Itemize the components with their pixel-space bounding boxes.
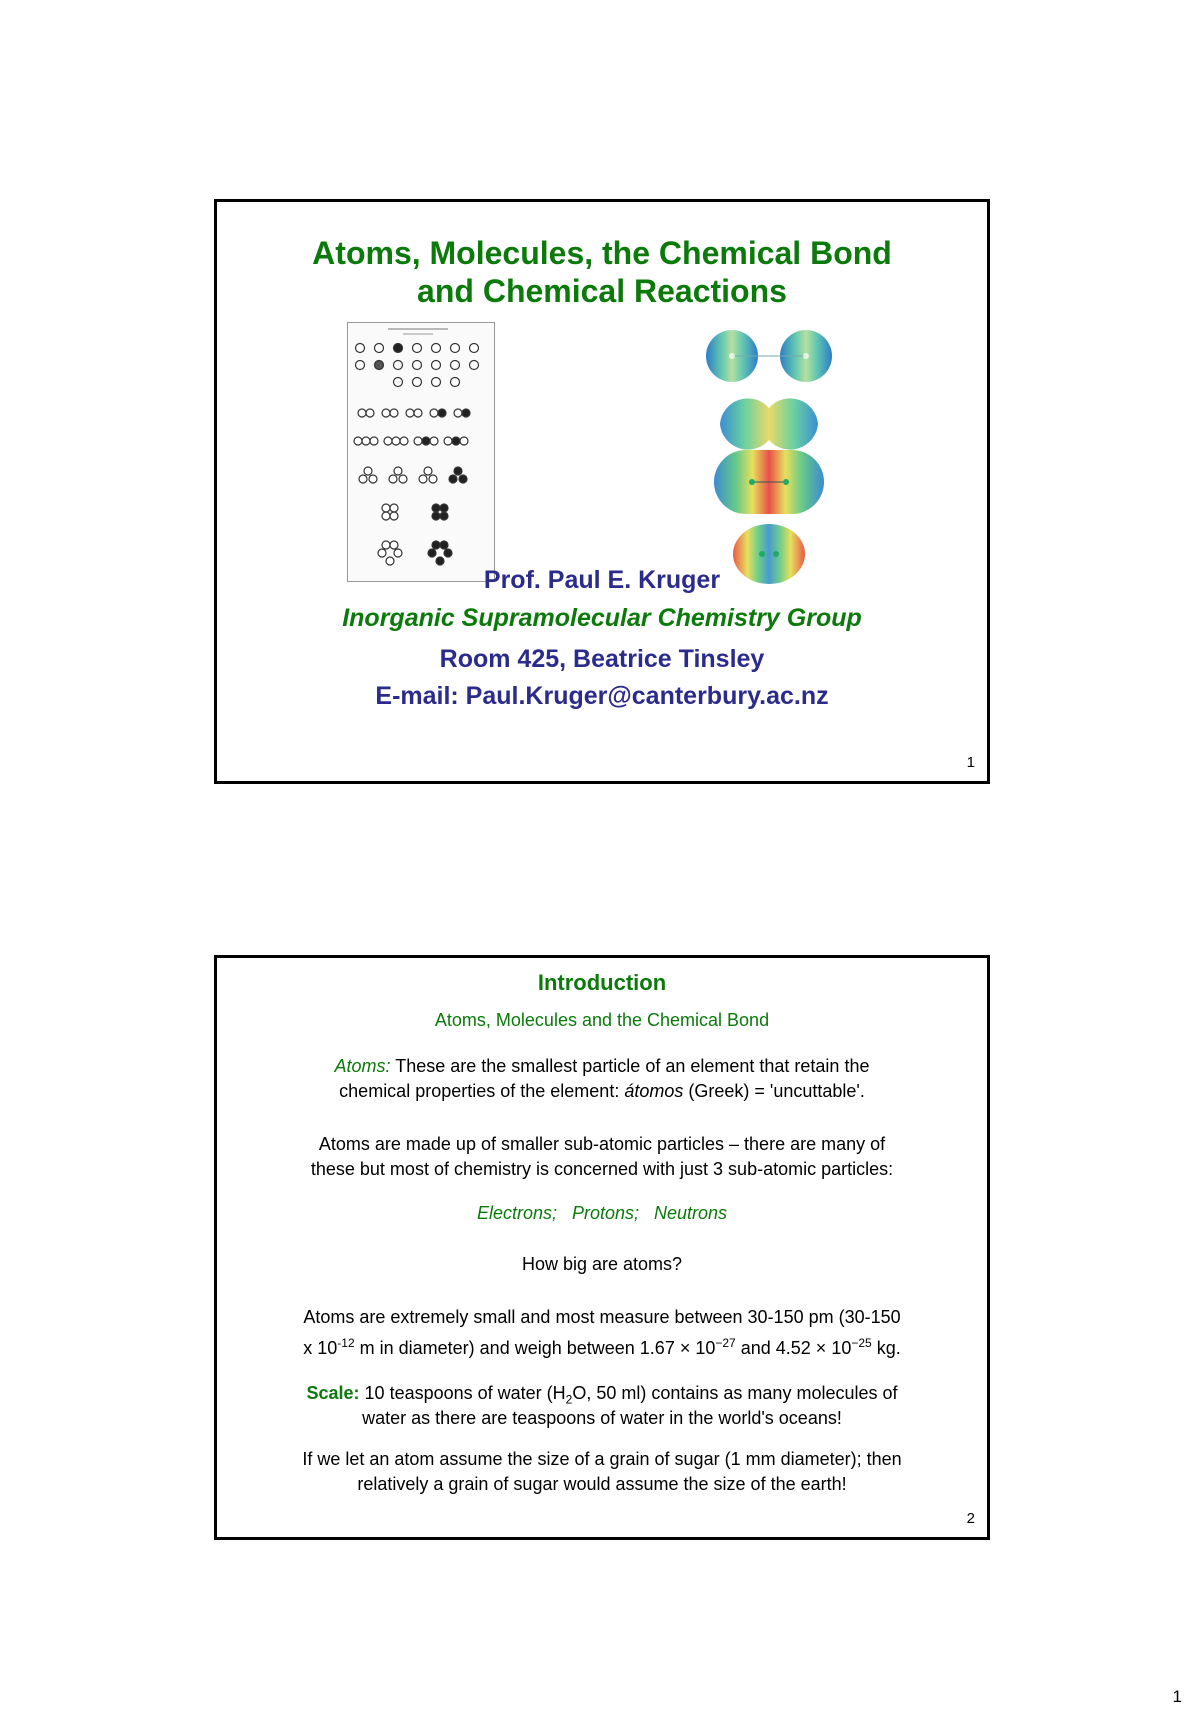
room-location: Room 425, Beatrice Tinsley [439,645,765,673]
subatomic-line-2: these but most of chemistry is concerned with just 3 sub-atomic particles: [310,1159,894,1179]
slide-number: 2 [966,1510,975,1527]
slide-2 [214,955,990,1540]
slide-title: Introduction [537,970,667,995]
email-address: E-mail: Paul.Kruger@canterbury.ac.nz [375,682,829,710]
size-text-a: x 10 [303,1338,338,1358]
author-name: Prof. Paul E. Kruger [483,566,721,594]
size-text-c: and 4.52 × 10 [735,1338,852,1358]
atoms-def-text-2a: chemical properties of the element: [339,1081,625,1101]
size-text-b: m in diameter) and weigh between 1.67 × 10 [354,1338,716,1358]
sugar-line-2: relatively a grain of sugar would assume the size of the earth! [357,1474,847,1494]
subatomic-line-1: Atoms are made up of smaller sub-atomic particles – there are many of [318,1134,886,1154]
slide-number: 1 [966,754,975,771]
slide-title [217,234,987,310]
exponent-1: -12 [337,1336,355,1350]
electron-density-illustration [702,326,837,588]
atoms-definition-line-1 [217,1054,987,1079]
exponent-3: −25 [851,1336,872,1350]
atoms-label: Atoms: [334,1056,391,1076]
atoms-def-text-2c: (Greek) = 'uncuttable'. [683,1081,865,1101]
atoms-def-text-1: These are the smallest particle of an element that retain the [390,1056,870,1076]
title-line-2: and Chemical Reactions [417,273,787,309]
slide-1 [214,199,990,784]
title-line-1: Atoms, Molecules, the Chemical Bond [312,235,892,271]
scale-line-2: water as there are teaspoons of water in the world's oceans! [362,1408,842,1428]
atoms-definition-line-2 [217,1079,987,1104]
sugar-line-1: If we let an atom assume the size of a grain of sugar (1 mm diameter); then [302,1449,902,1469]
particles-list: Electrons; Protons; Neutrons [476,1203,728,1223]
research-group: Inorganic Supramolecular Chemistry Group [342,604,862,632]
exponent-2: −27 [715,1336,736,1350]
subscript-2: 2 [565,1392,573,1407]
scale-text-a: 10 teaspoons of water (H [359,1383,566,1403]
page-number: 1 [1172,1687,1182,1706]
scale-text-b: O, 50 ml) contains as many molecules of [572,1383,898,1403]
slide-subtitle: Atoms, Molecules and the Chemical Bond [434,1010,770,1030]
greek-word: átomos [624,1081,684,1101]
size-text-d: kg. [871,1338,901,1358]
question-text: How big are atoms? [521,1254,683,1274]
scale-label: Scale: [306,1383,360,1403]
dalton-elements-illustration [347,322,495,582]
size-line-1: Atoms are extremely small and most measure between 30-150 pm (30-150 [303,1307,901,1327]
size-line-2 [217,1331,987,1361]
